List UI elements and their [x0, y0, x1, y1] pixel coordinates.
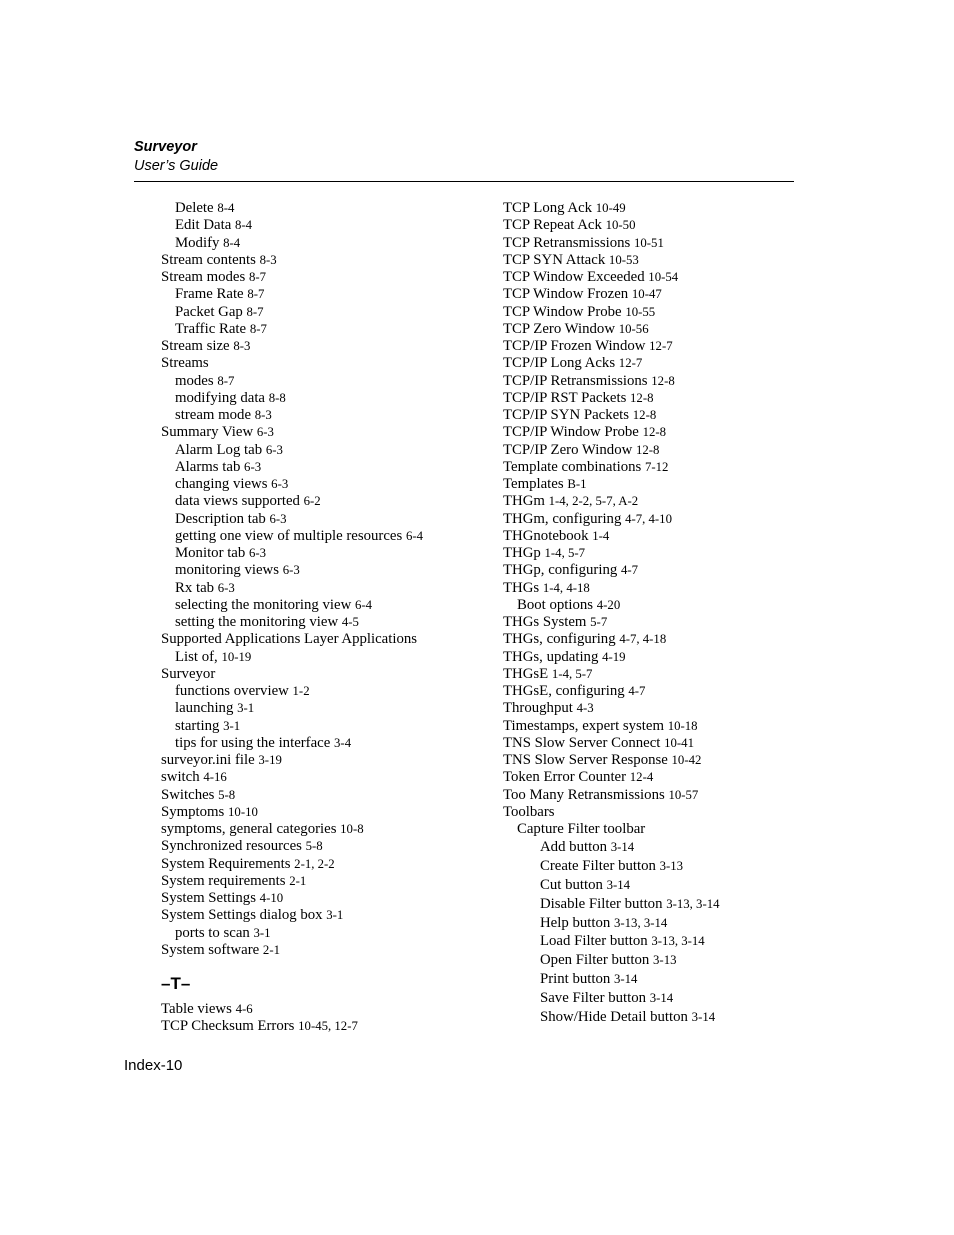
- index-column-left: [161, 200, 423, 959]
- index-page-ref: 10-8: [340, 822, 364, 836]
- index-term: THGs, configuring: [503, 631, 616, 648]
- index-page-ref: 6-3: [248, 546, 267, 560]
- index-page-ref: 10-53: [608, 252, 639, 267]
- index-page-ref: 3-14: [691, 1009, 716, 1024]
- index-entry: [161, 407, 423, 424]
- index-page-ref: 10-54: [648, 270, 679, 284]
- index-page-ref: 4-7: [620, 563, 639, 578]
- index-entry: [161, 649, 423, 666]
- index-term: Disable Filter button: [540, 895, 663, 912]
- index-entry: [503, 752, 720, 769]
- index-term: Throughput: [503, 700, 573, 717]
- index-term: THGnotebook: [503, 527, 589, 544]
- index-entry: [161, 200, 423, 217]
- index-term: Stream modes: [161, 269, 246, 285]
- index-entry: [161, 373, 423, 390]
- index-term: Table views: [161, 1001, 232, 1017]
- index-entry: [503, 683, 720, 700]
- index-term: System Requirements: [161, 855, 291, 872]
- index-page-ref: 4-5: [341, 615, 359, 629]
- index-term: tips for using the interface: [175, 734, 331, 751]
- index-term: TCP Window Frozen: [503, 286, 629, 303]
- index-entry: [503, 821, 720, 838]
- index-page-ref: 8-8: [268, 390, 286, 405]
- index-entry: [503, 769, 720, 786]
- index-page-ref: 5-8: [305, 839, 323, 854]
- index-term: TCP SYN Attack: [503, 251, 606, 268]
- index-page-ref: 3-14: [614, 972, 638, 987]
- index-entry: [161, 235, 423, 252]
- index-page-ref: 10-45, 12-7: [298, 1019, 358, 1034]
- index-term: launching: [175, 700, 234, 717]
- index-term: selecting the monitoring view: [175, 596, 352, 613]
- index-entry: [161, 1018, 358, 1035]
- index-page-ref: 8-4: [223, 235, 241, 250]
- index-entry: [503, 562, 720, 579]
- index-term: Capture Filter toolbar: [517, 821, 646, 837]
- index-page-ref: 7-12: [644, 459, 669, 474]
- index-entry: [503, 838, 720, 857]
- index-entry: [161, 787, 423, 804]
- index-page-ref: 8-3: [259, 252, 277, 267]
- index-term: List of,: [175, 648, 218, 665]
- index-entry: [161, 700, 423, 717]
- index-page-ref: 6-2: [303, 494, 321, 509]
- index-term: Stream size: [161, 338, 230, 354]
- index-term: Switches: [161, 786, 215, 803]
- index-page-ref: 12-7: [618, 356, 643, 371]
- index-page-ref: 10-18: [667, 718, 698, 733]
- index-term: Cut button: [540, 876, 603, 893]
- index-page-ref: 8-4: [235, 218, 253, 233]
- index-entry: [161, 925, 423, 942]
- index-term: THGm: [503, 493, 545, 510]
- index-entry: [503, 217, 720, 234]
- running-header-subtitle: User’s Guide: [134, 158, 219, 174]
- index-page-ref: 4-10: [259, 891, 284, 905]
- index-entry: [503, 200, 720, 217]
- index-column-right: [503, 200, 720, 1027]
- index-term: Load Filter button: [540, 933, 648, 950]
- index-entry: [503, 1008, 720, 1027]
- index-entry: [161, 804, 423, 821]
- index-entry: [161, 476, 423, 493]
- index-entry: [161, 321, 423, 338]
- index-page-ref: 10-50: [605, 218, 636, 233]
- index-term: System Settings: [161, 890, 256, 906]
- index-term: monitoring views: [175, 562, 279, 579]
- index-page-ref: 12-8: [630, 390, 654, 405]
- index-entry: [161, 459, 423, 476]
- index-entry: [503, 252, 720, 269]
- index-page-ref: 12-4: [629, 770, 654, 785]
- index-term: TCP Retransmissions: [503, 234, 631, 251]
- index-page-ref: 1-4, 5-7: [551, 666, 593, 681]
- index-term: data views supported: [175, 493, 300, 510]
- index-entry: [161, 718, 423, 735]
- index-entry: [161, 442, 423, 459]
- index-term: TCP Long Ack: [503, 200, 593, 216]
- index-page-ref: 3-19: [258, 753, 282, 767]
- index-entry: [161, 838, 423, 855]
- index-entry: [503, 649, 720, 666]
- index-page-ref: 5-7: [590, 615, 608, 629]
- index-page-ref: 12-8: [636, 442, 660, 457]
- index-page-ref: 8-3: [254, 408, 272, 422]
- index-term: TCP/IP SYN Packets: [503, 407, 630, 423]
- index-page-ref: 10-56: [618, 321, 649, 336]
- index-page-ref: B-1: [567, 477, 587, 491]
- index-entry: [503, 338, 720, 355]
- index-entry: [503, 493, 720, 510]
- index-entry: [161, 821, 423, 838]
- index-entry: [503, 989, 720, 1008]
- index-page-ref: 3-13: [653, 953, 677, 968]
- index-term: modifying data: [175, 389, 265, 406]
- index-page-ref: 6-3: [269, 511, 287, 526]
- index-term: Synchronized resources: [161, 838, 302, 855]
- index-page-ref: 10-55: [625, 304, 656, 319]
- index-term: Token Error Counter: [503, 769, 627, 786]
- index-entry: [503, 970, 720, 989]
- index-page-ref: 8-3: [233, 339, 251, 353]
- index-page-ref: 3-1: [223, 718, 241, 733]
- index-page-ref: 8-7: [248, 270, 267, 284]
- index-page-ref: 3-13, 3-14: [651, 934, 705, 949]
- index-term: Save Filter button: [540, 990, 647, 1006]
- index-page-ref: 12-8: [642, 425, 667, 440]
- index-page-ref: 12-8: [632, 408, 657, 422]
- index-term: stream mode: [175, 407, 252, 423]
- index-entry: [161, 580, 423, 597]
- index-entry: [161, 390, 423, 407]
- index-page-ref: 10-49: [595, 201, 626, 215]
- index-page-ref: 1-2: [292, 684, 310, 698]
- index-page-ref: 8-7: [249, 321, 267, 336]
- page-footer-label: Index-10: [124, 1057, 183, 1074]
- index-entry: [161, 562, 423, 579]
- index-entry: [503, 631, 720, 648]
- index-term: starting: [175, 717, 220, 734]
- index-entry: [161, 304, 423, 321]
- index-entry: [503, 951, 720, 970]
- index-entry: [503, 545, 720, 562]
- index-term: Show/Hide Detail button: [540, 1008, 688, 1025]
- index-term: Surveyor: [161, 665, 216, 682]
- index-term: TCP/IP Retransmissions: [503, 372, 648, 389]
- index-entry: [161, 338, 423, 355]
- index-term: Alarms tab: [175, 458, 241, 475]
- index-term: TNS Slow Server Connect: [503, 734, 661, 751]
- index-entry: [161, 735, 423, 752]
- index-term: setting the monitoring view: [175, 614, 339, 630]
- index-page-ref: 4-6: [235, 1002, 253, 1016]
- index-term: modes: [175, 372, 214, 389]
- index-page-ref: 3-14: [649, 991, 674, 1005]
- index-term: Packet Gap: [175, 303, 243, 320]
- index-entry: [503, 718, 720, 735]
- index-entry: [503, 459, 720, 476]
- index-entry: [503, 424, 720, 441]
- index-page-ref: 1-4, 2-2, 5-7, A-2: [548, 494, 639, 509]
- index-page-ref: 10-19: [221, 649, 252, 664]
- index-page-ref: 3-13, 3-14: [613, 915, 668, 930]
- index-page-ref: 3-14: [610, 840, 635, 855]
- index-entry: [503, 407, 720, 424]
- index-term: TNS Slow Server Response: [503, 752, 668, 768]
- header-rule: [134, 181, 794, 182]
- index-term: Template combinations: [503, 458, 642, 475]
- index-entry: [161, 511, 423, 528]
- index-page-ref: 2-1: [289, 873, 307, 888]
- index-page-ref: 10-41: [664, 735, 694, 750]
- index-entry: [503, 390, 720, 407]
- index-term: Templates: [503, 476, 564, 492]
- index-page-ref: 10-51: [634, 235, 664, 250]
- index-entry: [161, 907, 423, 924]
- index-page-ref: 8-7: [246, 304, 264, 319]
- index-entry: [503, 321, 720, 338]
- index-entry: [161, 856, 423, 873]
- index-entry: [161, 614, 423, 631]
- index-term: functions overview: [175, 683, 289, 699]
- index-term: Open Filter button: [540, 952, 650, 969]
- index-page-ref: 8-4: [217, 201, 235, 215]
- index-term: Timestamps, expert system: [503, 717, 664, 734]
- index-term: Alarm Log tab: [175, 441, 263, 458]
- index-term: Delete: [175, 200, 214, 216]
- index-page-ref: 10-10: [228, 804, 258, 819]
- index-entry: [503, 442, 720, 459]
- index-term: Frame Rate: [175, 286, 244, 303]
- index-entry: [503, 876, 720, 895]
- index-page-ref: 4-7, 4-18: [619, 632, 667, 647]
- index-term: TCP/IP Window Probe: [503, 424, 639, 441]
- index-entry: [161, 252, 423, 269]
- index-term: TCP Window Probe: [503, 303, 622, 320]
- index-page-ref: 10-42: [671, 753, 702, 767]
- index-entry: [503, 895, 720, 914]
- index-term: Modify: [175, 234, 220, 251]
- index-term: THGp, configuring: [503, 562, 618, 579]
- index-term: switch: [161, 769, 200, 786]
- index-entry: [503, 580, 720, 597]
- index-entry: [161, 597, 423, 614]
- index-page-ref: 5-8: [218, 787, 236, 802]
- index-entry: [503, 476, 720, 493]
- running-header-title: Surveyor: [134, 139, 197, 155]
- index-page-ref: 1-4, 4-18: [542, 580, 590, 595]
- index-page-ref: 3-1: [326, 908, 344, 923]
- index-term: Summary View: [161, 424, 254, 441]
- index-page-ref: 3-1: [237, 701, 255, 716]
- index-term: THGs, updating: [503, 648, 599, 665]
- index-term: Create Filter button: [540, 858, 656, 875]
- index-term: THGsE: [503, 665, 549, 682]
- index-page-ref: 6-3: [244, 459, 262, 474]
- index-page-ref: 3-13: [659, 859, 684, 874]
- index-term: Supported Applications Layer Applications: [161, 631, 418, 648]
- index-page-ref: 6-3: [271, 477, 289, 491]
- index-term: Symptoms: [161, 803, 225, 820]
- index-entry: [503, 511, 720, 528]
- index-entry: [503, 932, 720, 951]
- index-term: System software: [161, 941, 260, 958]
- index-term: THGs: [503, 579, 540, 596]
- index-entry: [161, 683, 423, 700]
- index-page-ref: 1-4: [592, 528, 610, 543]
- index-term: changing views: [175, 476, 268, 492]
- index-page-ref: 3-1: [253, 925, 271, 940]
- index-page-ref: 6-4: [405, 528, 424, 543]
- index-entry: [161, 752, 423, 769]
- index-entry: [161, 217, 423, 234]
- index-entry: [503, 597, 720, 614]
- index-entry: [161, 286, 423, 303]
- index-page-ref: 12-8: [651, 373, 675, 388]
- index-page-ref: 6-3: [256, 425, 274, 440]
- index-entry: [161, 528, 423, 545]
- index-page-ref: 4-3: [576, 701, 594, 716]
- index-term: Toolbars: [503, 803, 555, 820]
- index-term: Print button: [540, 971, 611, 988]
- index-term: Help button: [540, 914, 611, 931]
- index-page-ref: 4-20: [596, 597, 621, 612]
- index-term: System Settings dialog box: [161, 907, 323, 924]
- index-term: ports to scan: [175, 924, 250, 941]
- index-entry: [161, 890, 423, 907]
- index-term: TCP Checksum Errors: [161, 1018, 295, 1035]
- index-entry: [503, 269, 720, 286]
- index-page-ref: 4-16: [203, 770, 227, 785]
- index-entry: [503, 286, 720, 303]
- index-term: Too Many Retransmissions: [503, 786, 665, 803]
- index-entry: [161, 769, 423, 786]
- index-entry: [503, 700, 720, 717]
- index-term: Monitor tab: [175, 545, 246, 561]
- index-term: THGp: [503, 545, 541, 561]
- index-entry: [161, 942, 423, 959]
- index-term: TCP Zero Window: [503, 320, 616, 337]
- index-entry: [161, 269, 423, 286]
- index-term: TCP/IP RST Packets: [503, 389, 627, 406]
- index-entry: [503, 666, 720, 683]
- index-term: TCP Window Exceeded: [503, 269, 645, 285]
- section-letter-heading: –T–: [161, 974, 191, 993]
- index-page-ref: 1-4, 5-7: [544, 546, 586, 560]
- index-entry: [161, 493, 423, 510]
- index-entry: [503, 804, 720, 821]
- index-page-ref: 8-7: [247, 287, 265, 302]
- index-entry: [161, 424, 423, 441]
- index-entry: [161, 355, 423, 372]
- index-page-ref: 4-19: [602, 649, 626, 664]
- index-term: THGm, configuring: [503, 510, 622, 527]
- index-entry: [503, 528, 720, 545]
- index-term: getting one view of multiple resources: [175, 527, 403, 544]
- index-term: TCP Repeat Ack: [503, 217, 602, 234]
- index-entry: [161, 1001, 358, 1018]
- index-entry: [161, 873, 423, 890]
- index-term: Description tab: [175, 510, 266, 527]
- index-term: THGs System: [503, 614, 587, 630]
- index-page-ref: 8-7: [217, 373, 235, 388]
- index-page-ref: 6-4: [355, 597, 373, 612]
- index-term: Rx tab: [175, 579, 215, 596]
- index-term: TCP/IP Long Acks: [503, 355, 616, 372]
- index-page-ref: 6-3: [217, 580, 235, 595]
- index-page-ref: 6-3: [282, 563, 300, 578]
- index-term: Traffic Rate: [175, 320, 247, 337]
- index-term: TCP/IP Zero Window: [503, 441, 633, 458]
- index-term: TCP/IP Frozen Window: [503, 338, 646, 354]
- index-entry: [503, 857, 720, 876]
- index-page-ref: 4-7: [628, 684, 646, 698]
- index-column-left-t: [161, 1001, 358, 1036]
- index-page-ref: 3-4: [334, 735, 352, 750]
- index-page-ref: 12-7: [649, 339, 673, 353]
- index-term: symptoms, general categories: [161, 821, 337, 837]
- index-entry: [161, 545, 423, 562]
- index-entry: [503, 373, 720, 390]
- index-term: surveyor.ini file: [161, 752, 255, 768]
- index-page-ref: 4-7, 4-10: [625, 511, 672, 526]
- index-term: THGsE, configuring: [503, 683, 625, 699]
- index-entry: [503, 355, 720, 372]
- index-term: Add button: [540, 839, 607, 856]
- index-term: Streams: [161, 355, 209, 372]
- index-page-ref: 2-1: [262, 942, 280, 957]
- index-term: Edit Data: [175, 217, 232, 234]
- index-entry: [503, 304, 720, 321]
- index-page-ref: 3-13, 3-14: [666, 896, 720, 911]
- index-entry: [503, 614, 720, 631]
- index-entry: [503, 735, 720, 752]
- index-entry: [161, 631, 423, 648]
- index-entry: [503, 235, 720, 252]
- index-page-ref: 10-57: [668, 787, 699, 802]
- index-term: Boot options: [517, 596, 594, 613]
- index-page-ref: 3-14: [606, 877, 631, 892]
- index-entry: [503, 787, 720, 804]
- index-page-ref: 6-3: [265, 442, 283, 457]
- index-entry: [503, 914, 720, 933]
- index-entry: [161, 666, 423, 683]
- index-page-ref: 2-1, 2-2: [294, 856, 335, 871]
- index-term: Stream contents: [161, 251, 256, 268]
- index-term: System requirements: [161, 872, 286, 889]
- index-page-ref: 10-47: [631, 287, 662, 302]
